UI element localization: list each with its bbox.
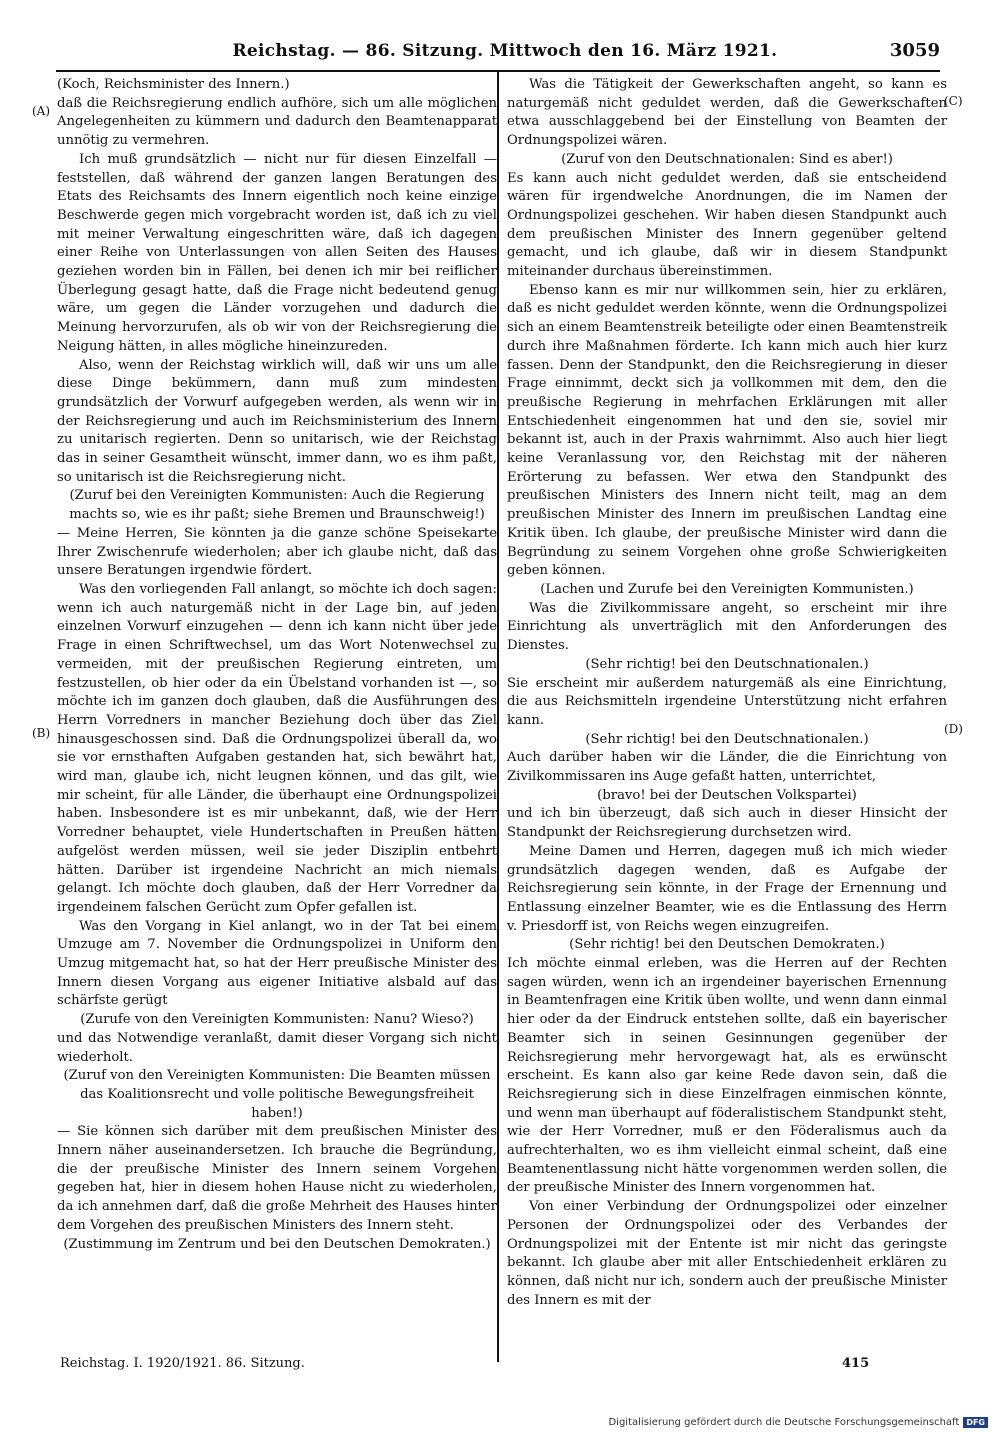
interjection: (Zustimmung im Zentrum und bei den Deutschen Demokraten.) bbox=[63, 1236, 491, 1252]
footer-citation: Reichstag. I. 1920/1921. 86. Sitzung. bbox=[60, 1356, 305, 1371]
paragraph: Ebenso kann es mir nur willkommen sein, hier zu erklären, daß es nicht geduldet werden könnte, wenn die Ordnungspolizei sich an einem Beamtenstreik beteiligte oder einen Beamtenstreik durch ihre Maßnahmen förderte. Ich kann mich auch hier kurz fassen. Denn der Standpunkt, den die Reichsregierung in dieser Frage einnimmt, deckt sich ja vollkommen mit dem, den die preußische Regierung in mehrfachen Erklärungen mit aller Entschiedenheit eingenommen hat und den sie, soviel mir bekannt ist, auch in der Praxis wahrnimmt. Also auch hier liegt keine Veranlassung vor, den Reichstag mit der näheren Erörterung zu befassen. Wer etwa den Standpunkt des preußischen Ministers des Innern nicht teilt, mag an dem preußischen Minister des Innern im preußischen Landtag eine Kritik üben. Ich glaube, der preußische Minister wird dann die Begründung zu seinem Vorgehen ohne große Schwierigkeiten geben können. bbox=[507, 282, 947, 579]
interjection: (Zuruf von den Vereinigten Kommunisten: Die Beamten müssen das Koalitionsrecht und volle politische Bewegungsfreiheit haben!) bbox=[63, 1068, 491, 1121]
right-column bbox=[507, 76, 947, 1310]
paragraph: und das Notwendige veranlaßt, damit dieser Vorgang sich nicht wiederholt. bbox=[57, 1030, 497, 1065]
paragraph: Also, wenn der Reichstag wirklich will, daß wir uns um alle diese Dinge bekümmern, dann muß zum mindesten grundsätzlich der Vorwurf aufgegeben werden, als wenn wir in der Reichsregierung und auch im Reichsministerium des Innern zu unitarisch regierten. Denn so unitarisch, wie der Reichstag das in seiner Gesamtheit wünscht, immer dann, wo es ihm paßt, so unitarisch ist die Reichsregierung nicht. bbox=[57, 357, 497, 485]
interjection: (Zurufe von den Vereinigten Kommunisten: Nanu? Wieso?) bbox=[80, 1012, 474, 1028]
paragraph: Was den Vorgang in Kiel anlangt, wo in der Tat bei einem Umzuge am 7. November die Ordnungspolizei in Uniform den Umzug mitgemacht hat, so hat der Herr preußische Minister des Innern diesen Vorgang aus eigener Initiative alsbald auf das schärfste gerügt bbox=[57, 918, 497, 1009]
paragraph: Meine Damen und Herren, dagegen muß ich mich wieder grundsätzlich dagegen wenden, daß es Aufgabe der Reichsregierung sein könnte, in der Frage der Ernennung und Entlassung einzelner Beamter, wie es die Entlassung des Herrn v. Priesdorff ist, von Reichs wegen einzugreifen. bbox=[507, 843, 947, 934]
paragraph: — Sie können sich darüber mit dem preußischen Minister des Innern näher auseinandersetzen. Ich brauche die Begründung, die der preußische Minister des Innern seinem Vorgehen gegeben hat, hier in diesem hohen Hause nicht zu wiederholen, da ich annehmen darf, daß die große Mehrheit des Hauses hinter dem Vorgehen des preußischen Ministers des Innern steht. bbox=[57, 1124, 497, 1233]
running-title: Reichstag. — 86. Sitzung. Mittwoch den 16. März 1921. bbox=[232, 41, 778, 61]
paragraph: und ich bin überzeugt, daß sich auch in dieser Hinsicht der Standpunkt der Reichsregierung durchsetzen wird. bbox=[507, 806, 947, 841]
paragraph: Ich möchte einmal erleben, was die Herren auf der Rechten sagen würden, wenn ich an irgendeiner bayerischen Ernennung in Beamtenfragen eine Kritik üben wollte, und wenn dann einmal hier oder da der Eindruck entstehen sollte, daß ein bayerischer Beamter sich in seinen Gesinnungen gegenüber der Reichsregierung mehr hervorgewagt hat, als es erwünscht erscheint. Es kann also gar keine Rede davon sein, daß die Reichsregierung sich in diese Einzelfragen einmischen könnte, und wenn man überhaupt auf föderalistischem Standpunkt steht, wie der Herr Vorredner, muß er den Föderalismus auch da aufrechterhalten, wo es ihm vielleicht einmal scheint, daß eine Beamtenentlassung nicht hätte vorgenommen werden sollen, die der preußische Minister des Innern vorgenommen hat. bbox=[507, 956, 947, 1196]
left-column bbox=[57, 76, 497, 1254]
paragraph: Es kann auch nicht geduldet werden, daß sie entscheidend wären für irgendwelche Anordnungen, die im Namen der Ordnungspolizei geschehen. Wir haben diesen Standpunkt auch dem preußischen Minister des Innern gegenüber geltend gemacht, und ich glaube, daß wir in diesem Standpunkt miteinander durchaus übereinstimmen. bbox=[507, 170, 947, 280]
page-header bbox=[60, 40, 940, 66]
interjection: (Sehr richtig! bei den Deutschnationalen.) bbox=[585, 656, 869, 672]
interjection: (Zuruf bei den Vereinigten Kommunisten: Auch die Regierung machts so, wie es ihr paßt; siehe Bremen und Braunschweig!) bbox=[69, 488, 485, 523]
interjection: (Sehr richtig! bei den Deutschnationalen.) bbox=[585, 731, 869, 747]
footer-signature: 415 bbox=[842, 1356, 870, 1371]
paragraph: Sie erscheint mir außerdem naturgemäß als eine Einrichtung, die aus Reichsmitteln irgendeine Unterstützung nicht erfahren kann. bbox=[507, 675, 947, 728]
interjection: (Sehr richtig! bei den Deutschen Demokraten.) bbox=[569, 937, 885, 953]
paragraph: Ich muß grundsätzlich — nicht nur für diesen Einzelfall — feststellen, daß während der ganzen langen Beratungen des Etats des Reichsamts des Innern eigentlich noch keine einzige Beschwerde gegen mich vorgebracht worden ist, daß ich zu viel mit meiner Verwaltung eingeschritten wäre, daß ich dagegen einer Reihe von Unterlassungen von allen Seiten des Hauses geziehen worden bin in Fällen, bei denen ich mir bei reiflicher Überlegung gesagt hatte, daß die Frage nicht bedeutend genug wäre, um gegen die Länder vorzugehen und dadurch die Meinung hervorzurufen, als ob wir von der Reichsregierung die Neigung hätten, in alles mögliche hineinzureden. bbox=[57, 151, 497, 354]
paragraph: (Koch, Reichsminister des Innern.) bbox=[57, 77, 290, 92]
margin-mark-a: (A) bbox=[32, 104, 51, 118]
margin-mark-c: (C) bbox=[944, 94, 963, 108]
dfg-logo: DFG bbox=[963, 1417, 988, 1428]
digitization-note bbox=[608, 1417, 988, 1428]
paragraph: Auch darüber haben wir die Länder, die die Einrichtung von Zivilkommissaren ins Auge gefaßt hatten, unterrichtet, bbox=[507, 750, 947, 785]
paragraph: — Meine Herren, Sie könnten ja die ganze schöne Speisekarte Ihrer Zwischenrufe wiederholen; aber ich glaube nicht, daß das unsere Beratungen irgendwie fördert. bbox=[57, 525, 497, 579]
page-number: 3059 bbox=[889, 40, 940, 61]
paragraph: Was die Tätigkeit der Gewerkschaften angeht, so kann es naturgemäß nicht geduldet werden, daß die Gewerkschaften etwa ausschlaggebend bei der Einstellung von Beamten der Ordnungspolizei wären. bbox=[507, 77, 947, 149]
interjection: (bravo! bei der Deutschen Volkspartei) bbox=[597, 787, 857, 803]
interjection: (Lachen und Zurufe bei den Vereinigten Kommunisten.) bbox=[540, 581, 914, 597]
paragraph: daß die Reichsregierung endlich aufhöre, sich um alle möglichen Angelegenheiten zu kümmern und dadurch den Beamtenapparat unnötig zu vermehren. bbox=[57, 95, 497, 149]
paragraph: Was die Zivilkommissare angeht, so erscheint mir ihre Einrichtung als unverträglich mit den Anforderungen des Dienstes. bbox=[507, 600, 947, 654]
margin-mark-b: (B) bbox=[32, 726, 51, 740]
interjection: (Zuruf von den Deutschnationalen: Sind es aber!) bbox=[561, 151, 893, 167]
paragraph: Von einer Verbindung der Ordnungspolizei oder einzelner Personen der Ordnungspolizei oder des Verbandes der Ordnungspolizei mit der Entente ist mir nicht das geringste bekannt. Ich glaube aber mit aller Entschiedenheit erklären zu können, daß nicht nur ich, sondern auch der preußische Minister des Innern es mit der bbox=[507, 1199, 947, 1308]
column-divider bbox=[497, 72, 499, 1362]
digitization-text: Digitalisierung gefördert durch die Deutsche Forschungsgemeinschaft bbox=[608, 1417, 960, 1428]
paragraph: Was den vorliegenden Fall anlangt, so möchte ich doch sagen: wenn ich auch naturgemäß nicht in der Lage bin, auf jeden einzelnen Vorwurf einzugehen — denn ich kann nicht über jede Frage in einen Schriftwechsel, um das Wort Notenwechsel zu vermeiden, mit der preußischen Regierung eintreten, um festzustellen, ob hier oder da ein Übelstand vorhanden ist —, so möchte ich im ganzen doch glauben, daß die Ausführungen des Herrn Vorredners in mancher Beziehung doch über das Ziel hinausgeschossen sind. Daß die Ordnungspolizei überall da, wo sie vor ernsthaften Aufgaben gestanden hat, sich bewährt hat, wird man, glaube ich, nicht leugnen können, und das gilt, wie mir scheint, für alle Länder, die überhaupt eine Ordnungspolizei haben. Insbesondere ist es mir unbekannt, daß, wie der Herr Vorredner behauptet, viele Hundertschaften in Preußen hätten aufgelöst werden müssen, weil sie jeder Disziplin entbehrt hätten. Darüber ist irgendeine Nachricht an mich niemals gelangt. Ich möchte doch glauben, daß der Herr Vorredner da irgendeinem falschen Gerücht zum Opfer gefallen ist. bbox=[57, 581, 497, 915]
margin-mark-d: (D) bbox=[944, 722, 963, 736]
